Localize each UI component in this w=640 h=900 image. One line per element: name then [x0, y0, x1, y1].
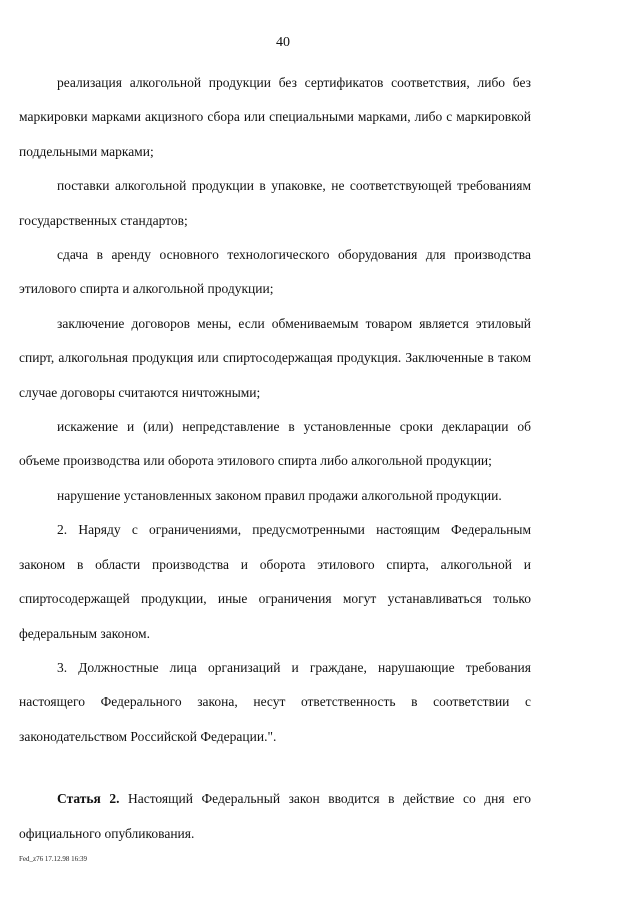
paragraph: поставки алкогольной продукции в упаковке, не соответствующей требованиям государственных стандартов;: [19, 178, 531, 228]
footer-mark: Fed_z76 17.12.98 16:39: [19, 855, 88, 863]
paragraph: нарушение установленных законом правил продажи алкогольной продукции.: [57, 487, 502, 503]
paragraph: 2. Наряду с ограничениями, предусмотренными настоящим Федеральным законом в области производства и оборота этилового спирта, алкогольной и спиртосодержащей продукции, иные ограничения могут устанавливаться только федеральным законом.: [19, 522, 531, 641]
paragraph: заключение договоров мены, если обмениваемым товаром является этиловый спирт, алкогольная продукция или спиртосодержащая продукция. Заключенные в таком случае договоры считаются ничтожными;: [19, 315, 531, 400]
article-2-paragraph: [19, 782, 531, 851]
paragraph: искажение и (или) непредставление в установленные сроки декларации об объеме производства или оборота этилового спирта либо алкогольной продукции;: [19, 419, 531, 469]
paragraph: 3. Должностные лица организаций и граждане, нарушающие требования настоящего Федерального закона, несут ответственность в соответствии с законодательством Российской Федерации.".: [19, 659, 531, 744]
article-text: Настоящий Федеральный закон вводится в действие со дня его официального опубликования.: [19, 791, 532, 841]
document-body: [19, 66, 531, 851]
paragraph: реализация алкогольной продукции без сертификатов соответствия, либо без маркировки марками акцизного сбора или специальными марками, либо с маркировкой поддельными марками;: [19, 75, 531, 159]
paragraph: сдача в аренду основного технологического оборудования для производства этилового спирта и алкогольной продукции;: [19, 247, 531, 297]
article-label: Статья 2.: [57, 791, 120, 807]
page-number: 40: [276, 35, 290, 50]
